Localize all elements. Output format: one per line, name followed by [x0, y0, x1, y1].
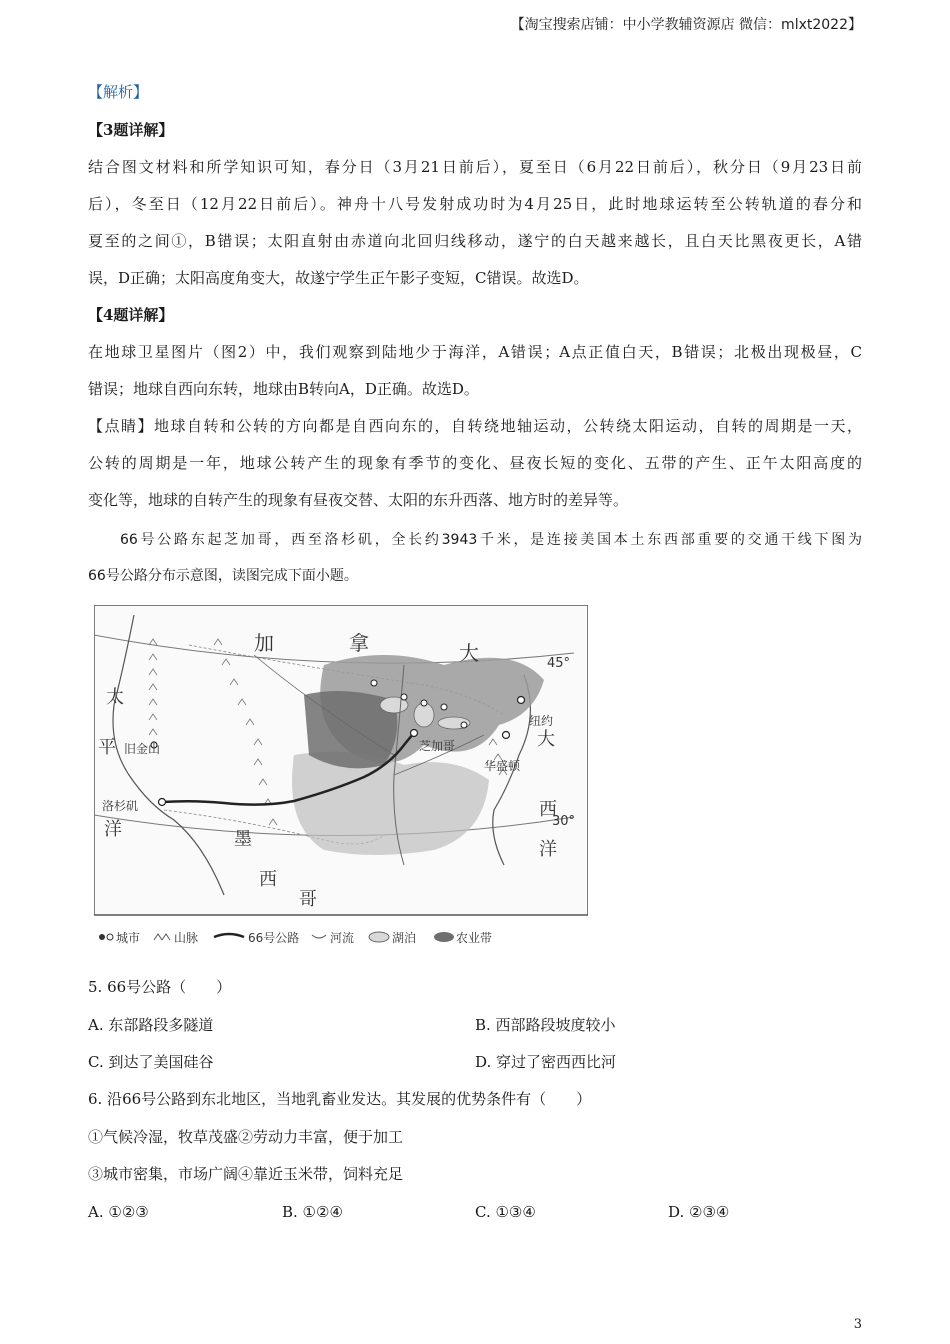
label-pacific-3: 洋: [104, 819, 122, 840]
label-canada-2: 拿: [349, 631, 369, 655]
city-los-angeles: [159, 799, 166, 806]
intro-line-2: 66号公路分布示意图，读图完成下面小题。: [88, 568, 358, 584]
city-dot: [401, 694, 407, 700]
legend-city-icon: [99, 934, 105, 940]
legend-mountain-icon: [154, 934, 170, 940]
q3-line-3: 夏至的之间①，B错误；太阳直射由赤道向北回归线移动，遂宁的白天越来越长，且白天比黑夜更长，A错: [88, 232, 862, 250]
lake-2: [414, 703, 434, 727]
q4-line-1: 在地球卫星图片（图2）中，我们观察到陆地少于海洋，A错误；A点正值白天，B错误；北极出现极昼，C: [88, 343, 862, 361]
q4-title: 【4题详解】: [88, 306, 174, 324]
label-mexico-1: 墨: [234, 829, 252, 850]
page-number: 3: [853, 1317, 862, 1332]
q5-option-c: C. 到达了美国硅谷: [88, 1053, 214, 1071]
tip-line-2: 公转的周期是一年，地球公转产生的现象有季节的变化、昼夜长短的变化、五带的产生、正午太阳高度的: [88, 454, 862, 472]
q3-line-2: 后），冬至日（12月22日前后）。神舟十八号发射成功时为4月25日，此时地球运转至公转轨道的春分和: [88, 195, 862, 213]
q6-line-2: ③城市密集，市场广阔④靠近玉米带，饲料充足: [88, 1165, 404, 1183]
watermark-header: 【淘宝搜索店铺：中小学教辅资源店 微信：mlxt2022】: [510, 17, 862, 33]
legend-farm: 农业带: [456, 931, 493, 945]
q4-line-2: 错误；地球自西向东转，地球由B转向A，D正确。故选D。: [88, 380, 479, 398]
q6-option-c: C. ①③④: [475, 1203, 536, 1221]
label-canada-1: 加: [254, 631, 274, 655]
city-dot: [371, 680, 377, 686]
map-legend: [99, 930, 492, 945]
route-66-map: [94, 605, 588, 950]
q5-option-a: A. 东部路段多隧道: [88, 1016, 214, 1034]
label-los-angeles: 洛杉矶: [102, 799, 139, 813]
label-chicago: 芝加哥: [419, 739, 456, 753]
label-atlantic-2: 西: [539, 799, 557, 820]
q5-option-d: D. 穿过了密西西比河: [475, 1053, 617, 1071]
label-san-francisco: 旧金山: [124, 742, 161, 756]
q5-option-b: B. 西部路段坡度较小: [475, 1016, 616, 1034]
q3-title: 【3题详解】: [88, 121, 174, 139]
label-new-york: 纽约: [529, 714, 554, 728]
q6-option-d: D. ②③④: [668, 1203, 730, 1221]
intro-line-1: 66号公路东起芝加哥，西至洛杉矶，全长约3943千米，是连接美国本土东西部重要的交通干线下图为: [120, 532, 862, 548]
label-pacific-1: 太: [106, 687, 124, 708]
legend-city: 城市: [116, 931, 141, 945]
legend-river: 河流: [330, 931, 355, 945]
q6-line-1: ①气候冷湿，牧草茂盛②劳动力丰富，便于加工: [88, 1128, 404, 1146]
legend-route-icon: [214, 934, 244, 937]
label-atlantic-1: 大: [537, 729, 555, 750]
label-canada-3: 大: [459, 641, 479, 665]
label-lat-45: 45°: [547, 656, 571, 671]
q6-stem: 6. 沿66号公路到东北地区，当地乳畜业发达。其发展的优势条件有（ ）: [88, 1090, 592, 1108]
tip-line-1: 【点睛】地球自转和公转的方向都是自西向东的，自转绕地轴运动，公转绕太阳运动，自转的周期是一天，: [88, 417, 862, 435]
tip-line-3: 变化等，地球的自转产生的现象有昼夜交替、太阳的东升西落、地方时的差异等。: [88, 491, 629, 509]
legend-farm-icon: [434, 932, 454, 942]
legend-city-icon: [107, 934, 113, 940]
label-pacific-2: 平: [98, 737, 116, 758]
city-dot: [441, 704, 447, 710]
label-mexico-3: 哥: [299, 889, 317, 910]
analysis-title: 【解析】: [88, 83, 149, 101]
city-dot: [461, 722, 467, 728]
q3-line-1: 结合图文材料和所学知识可知，春分日（3月21日前后），夏至日（6月22日前后），秋分日（9月23日前: [88, 158, 862, 176]
label-lat-30: 30°: [552, 814, 576, 829]
q6-option-a: A. ①②③: [88, 1203, 149, 1221]
city-new-york: [518, 697, 525, 704]
city-washington: [503, 732, 510, 739]
label-atlantic-3: 洋: [539, 839, 557, 860]
city-dot: [421, 700, 427, 706]
q6-option-b: B. ①②④: [282, 1203, 343, 1221]
q5-stem: 5. 66号公路（ ）: [88, 978, 232, 996]
legend-route: 66号公路: [248, 931, 300, 945]
legend-lake: 湖泊: [392, 931, 417, 945]
label-mexico-2: 西: [259, 869, 277, 890]
legend-mountain: 山脉: [174, 931, 199, 945]
legend-river-icon: [312, 935, 326, 938]
city-chicago: [411, 730, 418, 737]
label-washington: 华盛顿: [484, 759, 521, 773]
q3-line-4: 误，D正确；太阳高度角变大，故遂宁学生正午影子变短，C错误。故选D。: [88, 269, 589, 287]
legend-lake-icon: [369, 932, 389, 942]
